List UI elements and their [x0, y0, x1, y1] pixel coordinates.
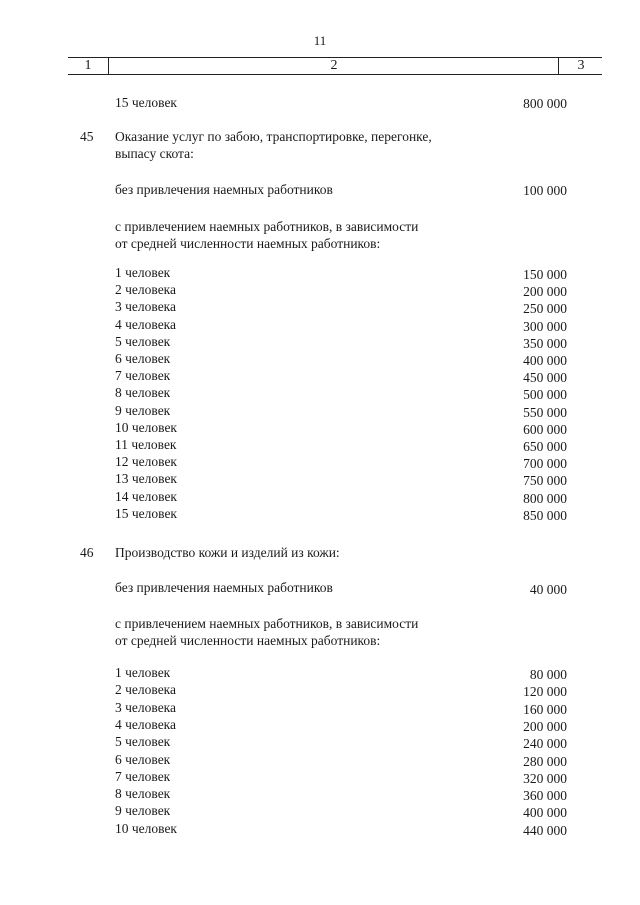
section-45-no-workers-label: без привлечения наемных работников: [115, 182, 333, 197]
header-col-2: 2: [108, 58, 559, 74]
table-row-label: 9 человек: [115, 402, 171, 418]
table-row-value: 200 000: [523, 284, 567, 300]
section-46-with-workers-line1: с привлечением наемных работников, в зависимости: [115, 616, 419, 631]
table-row-value: 400 000: [523, 353, 567, 368]
section-45-no-workers-value: 100 000: [523, 183, 567, 198]
table-row-label: 3 человека: [115, 699, 177, 715]
table-row-value: 360 000: [523, 788, 567, 804]
table-row-value: 400 000: [523, 805, 567, 821]
table-row-label: 6 человек: [115, 751, 171, 767]
table-row-label: 12 человек: [115, 454, 177, 470]
table-row-value: 240 000: [523, 736, 567, 752]
table-row-label: 5 человек: [115, 734, 171, 750]
section-45-with-workers-line2: от средней численности наемных работников:: [115, 236, 381, 251]
table-row-label: 2 человека: [115, 282, 177, 298]
table-row-value: 350 000: [523, 335, 567, 351]
table-row-value: 150 000: [523, 267, 567, 282]
section-46-no-workers-value: 40 000: [529, 582, 567, 597]
section-46-number: 46: [80, 545, 94, 560]
table-row-value: 750 000: [523, 473, 567, 489]
continuation-row-label: 15 человек: [115, 95, 177, 110]
section-46-no-workers-label: без привлечения наемных работников: [115, 580, 333, 595]
header-col-1: 1: [84, 58, 92, 73]
continuation-row-value: 800 000: [523, 96, 567, 111]
table-row-value: 550 000: [523, 404, 567, 420]
table-row-label: 6 человек: [115, 351, 171, 366]
section-45-with-workers-line1: с привлечением наемных работников, в зависимости: [115, 219, 419, 234]
table-row-value: 800 000: [523, 490, 567, 506]
table-row-value: 160 000: [523, 701, 567, 717]
table-row-label: 1 человек: [115, 265, 171, 280]
table-row-label: 7 человек: [115, 768, 171, 784]
table-row-value: 600 000: [523, 421, 567, 437]
table-row-label: 8 человек: [115, 385, 171, 401]
table-row-label: 3 человека: [115, 299, 177, 315]
table-row-label: 14 человек: [115, 488, 177, 504]
table-row-label: 5 человек: [115, 333, 171, 349]
table-row-label: 4 человека: [115, 716, 177, 732]
table-row-value: 300 000: [523, 318, 567, 334]
table-row-label: 15 человек: [115, 505, 177, 521]
table-row-value: 200 000: [523, 718, 567, 734]
table-row-label: 7 человек: [115, 368, 171, 384]
page-number: 11: [313, 33, 327, 48]
table-row-value: 500 000: [523, 387, 567, 403]
table-row-label: 2 человека: [115, 682, 177, 698]
table-row-value: 450 000: [523, 370, 567, 386]
table-row-value: 440 000: [523, 822, 567, 838]
table-row-value: 120 000: [523, 684, 567, 700]
table-row-label: 11 человек: [115, 437, 177, 452]
section-45-number: 45: [80, 129, 94, 144]
table-row-value: 320 000: [523, 770, 567, 786]
table-row-value: 700 000: [523, 456, 567, 472]
table-row-value: 250 000: [523, 301, 567, 317]
section-46-title-line1: Производство кожи и изделий из кожи:: [115, 545, 340, 560]
table-row-value: 80 000: [529, 667, 567, 682]
table-row-label: 8 человек: [115, 786, 171, 802]
section-46-with-workers-line2: от средней численности наемных работников:: [115, 633, 381, 648]
table-row-label: 9 человек: [115, 803, 171, 819]
table-row-value: 850 000: [523, 507, 567, 523]
table-row-label: 10 человек: [115, 820, 177, 836]
section-45-title-line1: Оказание услуг по забою, транспортировке, перегонке,: [115, 129, 432, 144]
table-row-label: 4 человека: [115, 316, 177, 332]
table-row-label: 1 человек: [115, 665, 171, 680]
table-row-value: 280 000: [523, 753, 567, 769]
header-col-3: 3: [558, 58, 603, 74]
table-row-value: 650 000: [523, 439, 567, 454]
table-row-label: 10 человек: [115, 419, 177, 435]
table-row-label: 13 человек: [115, 471, 177, 487]
section-45-title-line2: выпасу скота:: [115, 146, 194, 161]
